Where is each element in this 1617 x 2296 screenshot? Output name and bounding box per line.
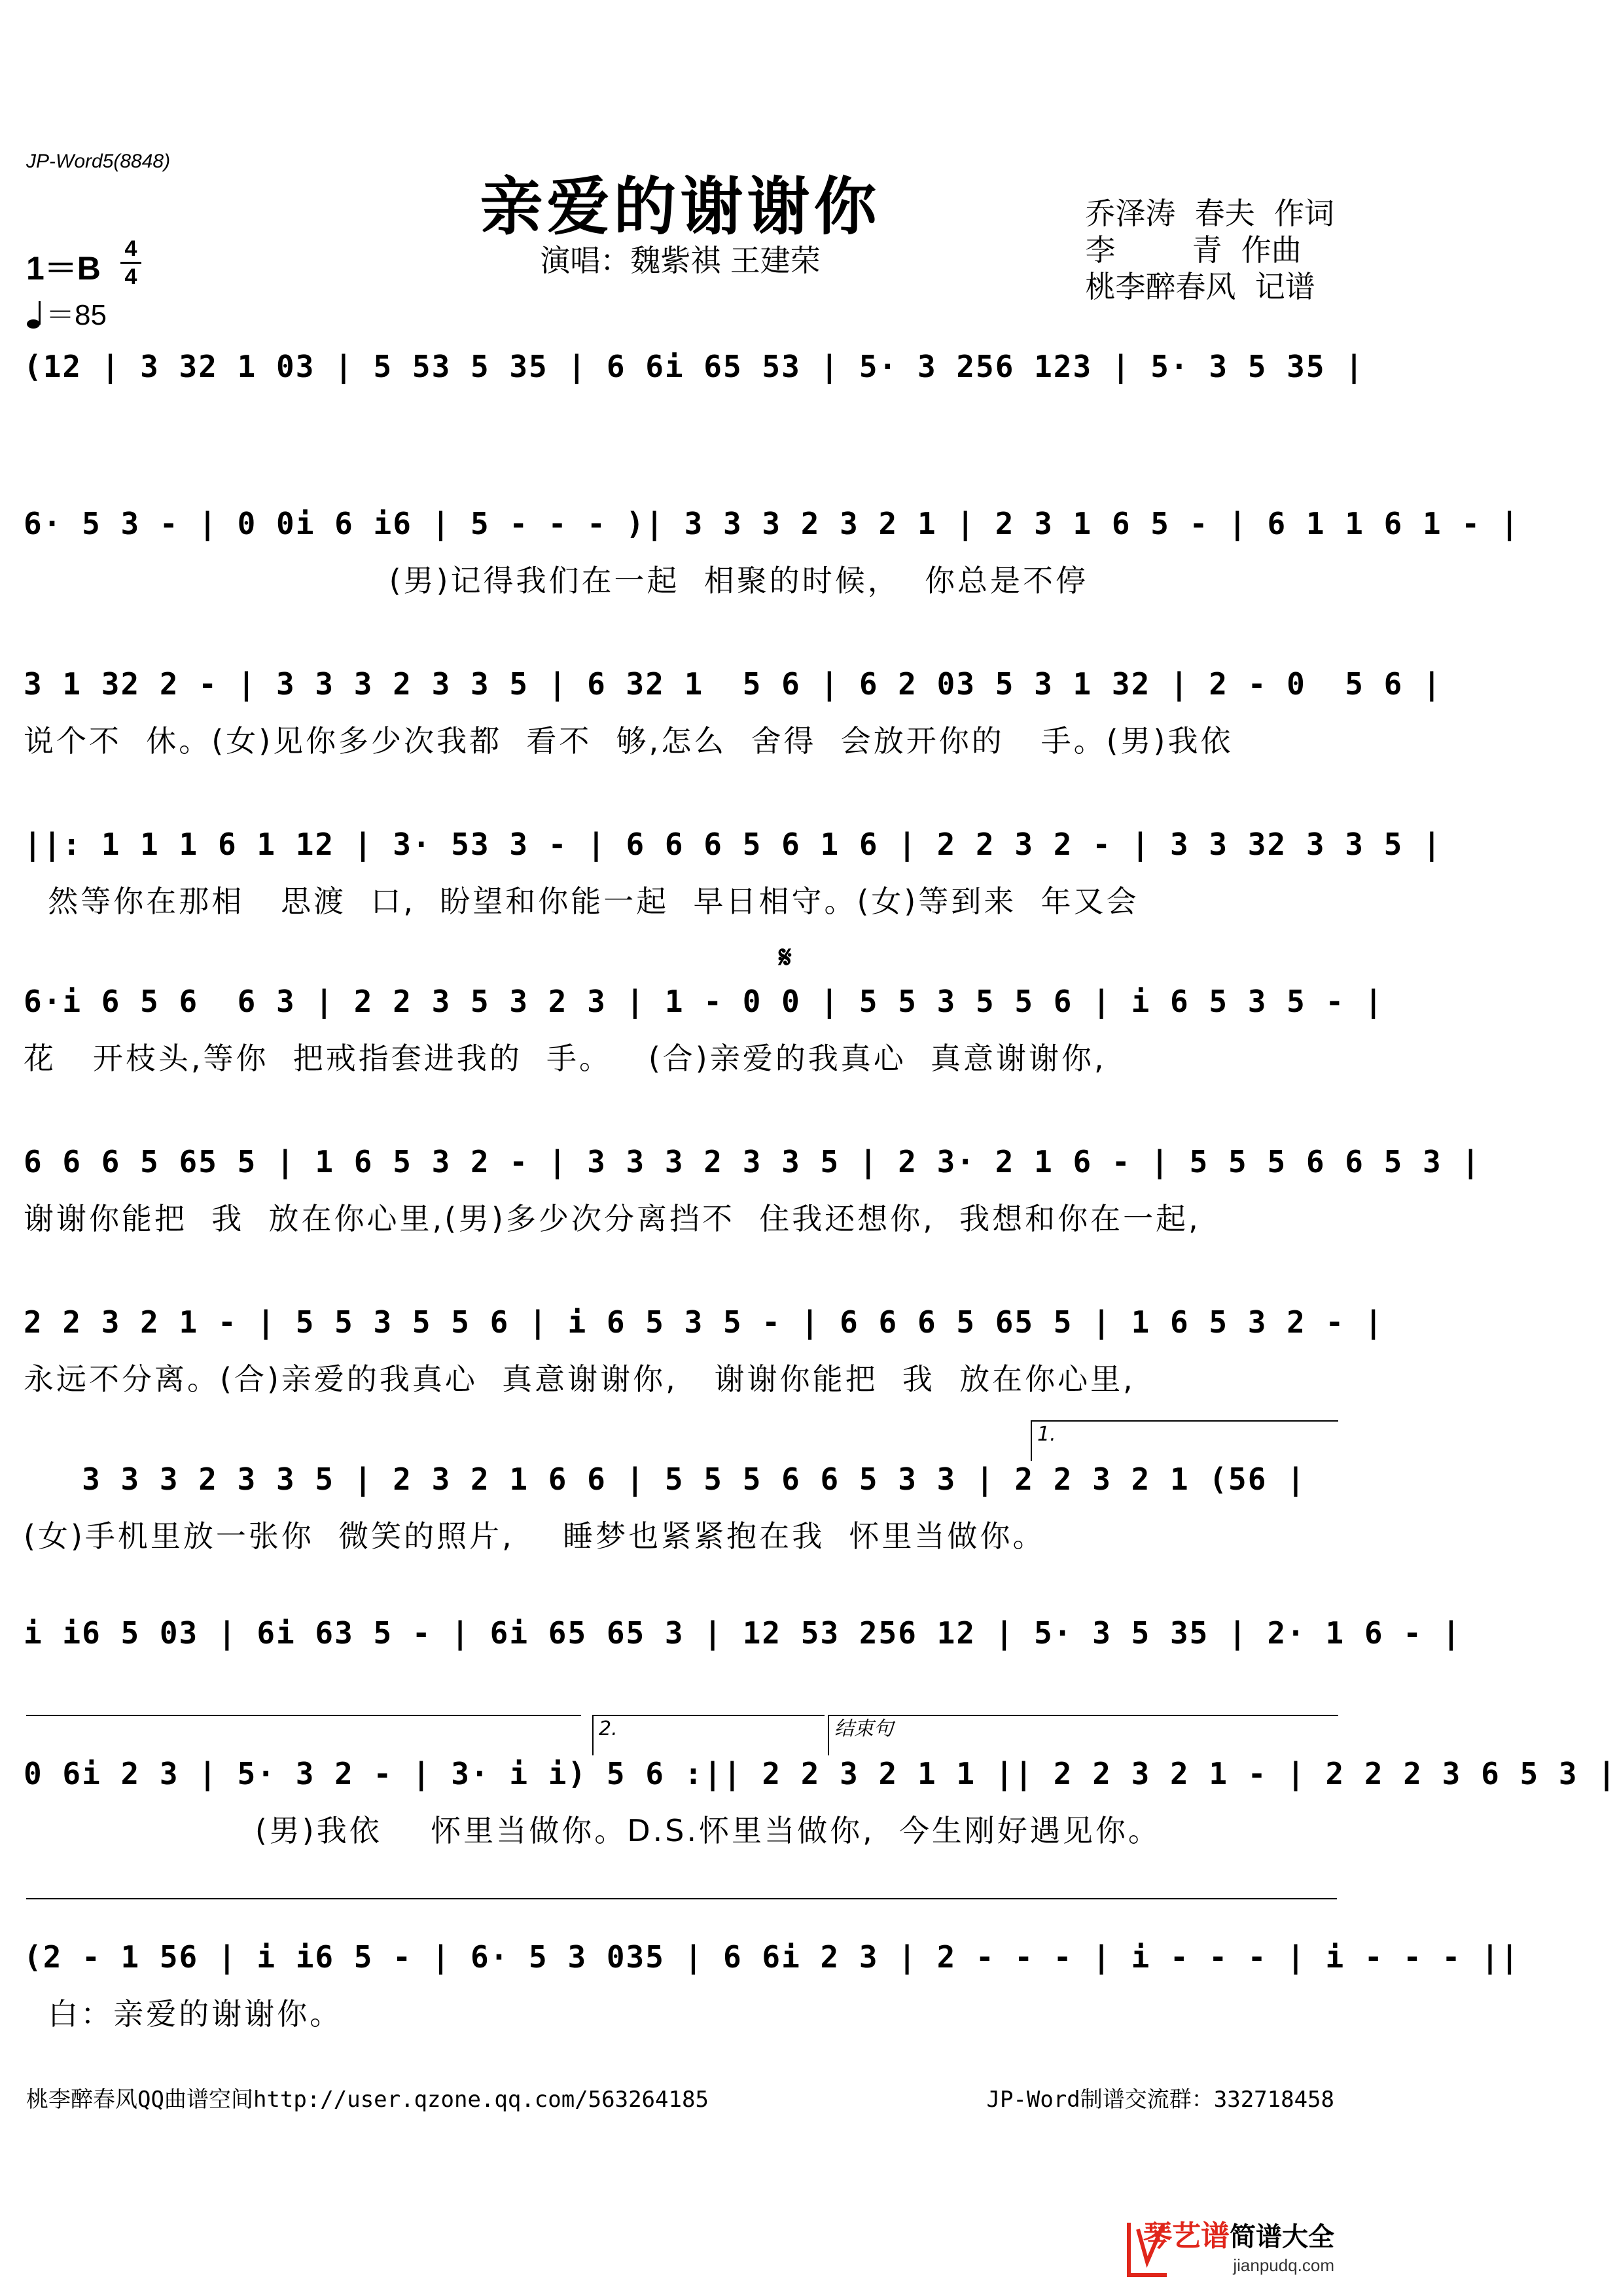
notation-line: 3 1 32 2 - | 3 3 3 2 3 3 5 | 6 32 1 5 6 | 6 2 03 5 3 1 32 | 2 - 0 5 6 | xyxy=(24,666,1442,702)
credit-lyricist: 乔泽涛 春夫 作词 xyxy=(1085,196,1334,231)
notation-line: 6 6 6 5 65 5 | 1 6 5 3 2 - | 3 3 3 2 3 3 5 | 2 3· 2 1 6 - | 5 5 5 6 6 5 3 | xyxy=(24,1144,1482,1179)
time-signature xyxy=(118,237,144,289)
footer-qzone-link[interactable]: 桃李醉春风QQ曲谱空间http://user.qzone.qq.com/563264185 xyxy=(26,2087,709,2113)
segno-sign: 𝄋 xyxy=(779,939,792,975)
notation-line: ||: 1 1 1 6 1 12 | 3· 53 3 - | 6 6 6 5 6 1 6 | 2 2 3 2 - | 3 3 32 3 3 5 | xyxy=(24,827,1442,862)
time-signature-top: 4 xyxy=(124,236,137,261)
lyrics-line: 白：亲爱的谢谢你。 xyxy=(24,1996,343,2032)
time-signature-divider xyxy=(120,262,141,264)
tempo-value: ＝85 xyxy=(46,299,107,331)
footer-group-number: JP-Word制谱交流群：332718458 xyxy=(986,2087,1334,2113)
quarter-note-icon xyxy=(26,300,46,330)
lyrics-line: 永远不分离。(合)亲爱的我真心 真意谢谢你, 谢谢你能把 我 放在你心里, xyxy=(24,1361,1135,1397)
notation-line: (12 | 3 32 1 03 | 5 53 5 35 | 6 6i 65 53 | 5· 3 256 123 | 5· 3 5 35 | xyxy=(24,349,1364,384)
notation-line: (2 - 1 56 | i i6 5 - | 6· 5 3 035 | 6 6i 2 3 | 2 - - - | i - - - | i - - - || xyxy=(24,1939,1520,1975)
credit-transcriber: 桃李醉春风 记谱 xyxy=(1085,269,1315,304)
lyrics-line: (男)我依 怀里当做你。D.S.怀里当做你, 今生刚好遇见你。 xyxy=(24,1813,1161,1848)
logo-brand-text: 琴艺谱简谱大全 xyxy=(1143,2219,1334,2253)
time-signature-bottom: 4 xyxy=(124,264,137,289)
notation-line: i i6 5 03 | 6i 63 5 - | 6i 65 65 3 | 12 53 256 12 | 5· 3 5 35 | 2· 1 6 - | xyxy=(24,1615,1462,1651)
lyrics-line: (女)手机里放一张你 微笑的照片, 睡梦也紧紧抱在我 怀里当做你。 xyxy=(24,1518,1046,1554)
ending-phrase-marker: 结束句 xyxy=(828,1715,1338,1755)
notation-line: 6·i 6 5 6 6 3 | 2 2 3 5 3 2 3 | 1 - 0 0 | 5 5 3 5 5 6 | i 6 5 3 5 - | xyxy=(24,984,1384,1019)
volta-second-ending: 2. xyxy=(592,1715,825,1755)
credits xyxy=(1086,195,1335,305)
key-signature: 1＝B xyxy=(26,250,101,287)
lyrics-line: (男)记得我们在一起 相聚的时候， 你总是不停 xyxy=(24,563,1089,598)
site-logo xyxy=(1125,2212,1334,2284)
lyrics-line: 谢谢你能把 我 放在你心里,(男)多少次分离挡不 住我还想你, 我想和你在一起, xyxy=(24,1201,1201,1236)
singer-line: 演唱：魏紫祺 王建荣 xyxy=(540,243,821,278)
notation-line: 3 3 3 2 3 3 5 | 2 3 2 1 6 6 | 5 5 5 6 6 5 3 3 | 2 2 3 2 1 (56 | xyxy=(24,1462,1306,1497)
ending-phrase-continued xyxy=(26,1898,1337,1939)
notation-line: 2 2 3 2 1 - | 5 5 3 5 5 6 | i 6 5 3 5 - | 6 6 6 5 65 5 | 1 6 5 3 2 - | xyxy=(24,1304,1384,1340)
lyrics-line: 花 开枝头,等你 把戒指套进我的 手。 (合)亲爱的我真心 真意谢谢你, xyxy=(24,1041,1107,1076)
tempo-marking xyxy=(26,291,107,333)
software-label: JP-Word5(8848) xyxy=(26,151,171,172)
lyrics-line: 然等你在那相 思渡 口, 盼望和你能一起 早日相守。(女)等到来 年又会 xyxy=(24,884,1139,919)
logo-url: jianpudq.com xyxy=(1233,2255,1334,2275)
notation-line: 6· 5 3 - | 0 0i 6 i6 | 5 - - - )| 3 3 3 2 3 2 1 | 2 3 1 6 5 - | 6 1 1 6 1 - | xyxy=(24,506,1520,541)
notation-line: 0 6i 2 3 | 5· 3 2 - | 3· i i) 5 6 :|| 2 2 3 2 1 1 || 2 2 3 2 1 - | 2 2 2 3 6 5 3 | xyxy=(24,1756,1617,1791)
lyrics-line: 说个不 休。(女)见你多少次我都 看不 够,怎么 舍得 会放开你的 手。(男)我依 xyxy=(24,723,1234,759)
volta-first-ending-continued xyxy=(26,1715,581,1755)
song-title: 亲爱的谢谢你 xyxy=(480,170,881,243)
volta-first-ending: 1. xyxy=(1031,1420,1338,1461)
credit-composer: 李 青 作曲 xyxy=(1085,232,1302,268)
